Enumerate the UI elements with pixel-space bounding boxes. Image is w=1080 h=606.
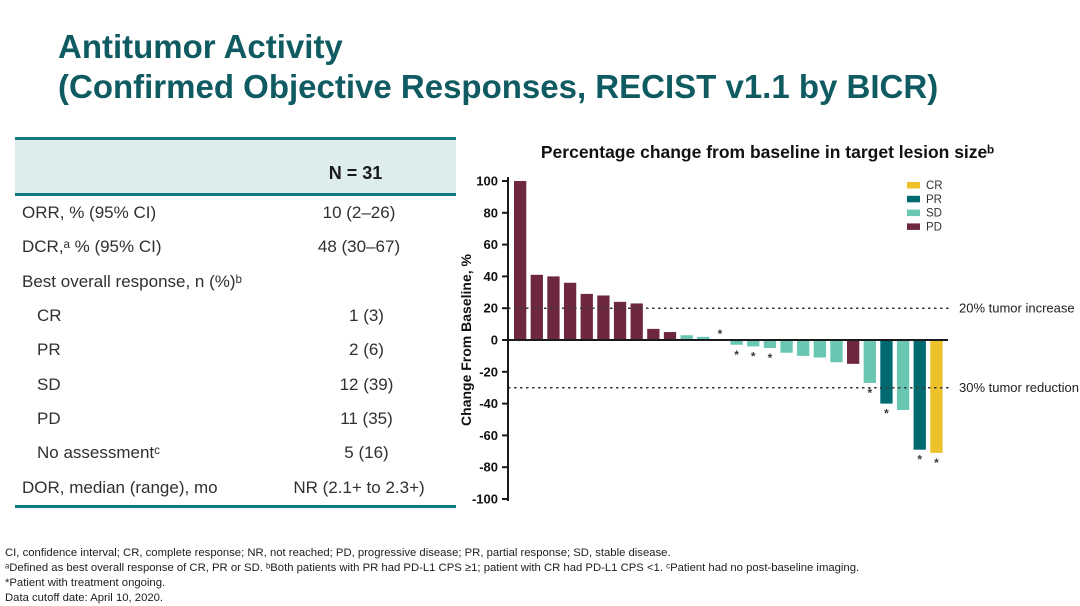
ongoing-asterisk: *	[934, 455, 939, 470]
bar-SD	[830, 340, 842, 362]
row-label: PR	[37, 340, 61, 360]
legend-label-CR: CR	[926, 180, 943, 192]
legend-label-PR: PR	[926, 193, 942, 206]
bar-CR	[930, 340, 942, 453]
bar-SD	[814, 340, 826, 357]
legend-swatch-SD	[907, 210, 920, 217]
row-value: NR (2.1+ to 2.3+)	[293, 477, 425, 497]
table-body	[15, 196, 456, 505]
row-label: No assessmentᶜ	[37, 443, 161, 463]
table-row	[15, 402, 456, 436]
waterfall-chart	[455, 138, 1080, 520]
row-value: 12 (39)	[339, 374, 394, 394]
table-header-row	[15, 137, 456, 196]
y-tick-label: -20	[479, 364, 498, 380]
footnote-cutoff: Data cutoff date: April 10, 2020.	[5, 592, 164, 604]
row-label: PD	[37, 408, 61, 428]
bar-PD	[581, 294, 593, 340]
bar-SD	[864, 340, 876, 383]
y-axis-label: Change From Baseline, %	[458, 254, 474, 426]
ongoing-asterisk: *	[867, 385, 873, 400]
legend-label-SD: SD	[926, 207, 942, 220]
ongoing-asterisk: *	[884, 406, 889, 421]
bar-PD	[597, 295, 609, 340]
bar-PD	[564, 283, 576, 340]
footnotes	[5, 546, 859, 606]
table-row	[15, 265, 456, 299]
table-row	[15, 367, 456, 401]
table-row	[15, 196, 456, 230]
results-table	[15, 137, 456, 508]
title-line2: (Confirmed Objective Responses, RECIST v1.1 by BICR)	[58, 68, 939, 105]
row-label: DOR, median (range), mo	[22, 477, 218, 497]
y-tick-label: -100	[471, 491, 498, 507]
y-tick-label: 40	[483, 268, 498, 284]
bar-PR	[914, 340, 926, 450]
waterfall-plot	[455, 138, 1080, 520]
y-tick-label: -80	[479, 459, 498, 475]
table-row	[15, 333, 456, 367]
row-value: 1 (3)	[349, 306, 384, 326]
table-row	[15, 470, 456, 504]
bar-PD	[514, 181, 526, 340]
y-tick-label: -60	[479, 427, 498, 443]
bar-SD	[764, 340, 776, 348]
row-label: ORR, % (95% CI)	[22, 203, 157, 223]
row-value: 10 (2–26)	[322, 203, 396, 223]
row-value: 5 (16)	[344, 443, 389, 463]
reference-label: 30% tumor reduction	[959, 380, 1079, 396]
bar-PD	[531, 275, 543, 340]
legend-label-PD: PD	[926, 221, 942, 234]
table-row	[15, 230, 456, 264]
legend-swatch-PR	[907, 196, 920, 203]
page-title	[58, 27, 938, 107]
bar-PD	[664, 332, 676, 340]
legend-swatch-PD	[907, 223, 920, 230]
ongoing-asterisk: *	[750, 349, 756, 364]
legend-swatch-CR	[907, 182, 920, 189]
reference-label: 20% tumor increase	[959, 300, 1075, 316]
y-tick-label: 100	[476, 173, 498, 189]
ongoing-asterisk: *	[717, 327, 723, 341]
y-tick-label: -40	[479, 396, 498, 412]
row-label: DCR,ᵃ % (95% CI)	[22, 237, 162, 257]
row-label: Best overall response, n (%)ᵇ	[22, 271, 242, 291]
table-row	[15, 436, 456, 470]
y-tick-label: 20	[483, 300, 498, 316]
ongoing-asterisk: *	[767, 350, 773, 365]
row-label: CR	[37, 306, 62, 326]
bar-SD	[897, 340, 909, 410]
title-line1: Antitumor Activity	[58, 28, 343, 65]
footnote-ongoing: *Patient with treatment ongoing.	[5, 577, 166, 589]
bar-PD	[847, 340, 859, 364]
bar-SD	[780, 340, 792, 353]
table-header-n: N = 31	[328, 163, 383, 183]
table-row	[15, 299, 456, 333]
row-value: 2 (6)	[349, 340, 384, 360]
ongoing-asterisk: *	[734, 347, 739, 362]
y-tick-label: 60	[483, 237, 498, 253]
y-tick-label: 0	[490, 332, 498, 348]
footnote-abbreviations: CI, confidence interval; CR, complete response; NR, not reached; PD, progressive disease; PR, partial response; SD, stable disease.	[5, 547, 671, 559]
row-label: SD	[37, 374, 61, 394]
ongoing-asterisk: *	[917, 452, 923, 467]
row-value: 11 (35)	[340, 408, 393, 428]
bar-SD	[797, 340, 809, 356]
y-tick-label: 80	[483, 205, 498, 221]
bar-PD	[647, 329, 659, 340]
chart-title: Percentage change from baseline in target lesion sizeᵇ	[540, 142, 995, 162]
bar-PR	[880, 340, 892, 404]
footnote-definitions: ᵃDefined as best overall response of CR, PR or SD. ᵇBoth patients with PR had PD-L1 CPS ≥1; patient with CR had PD-L1 CPS <1. ᶜPatient had no post-baseline imaging.	[5, 562, 860, 574]
row-value: 48 (30–67)	[317, 237, 401, 257]
